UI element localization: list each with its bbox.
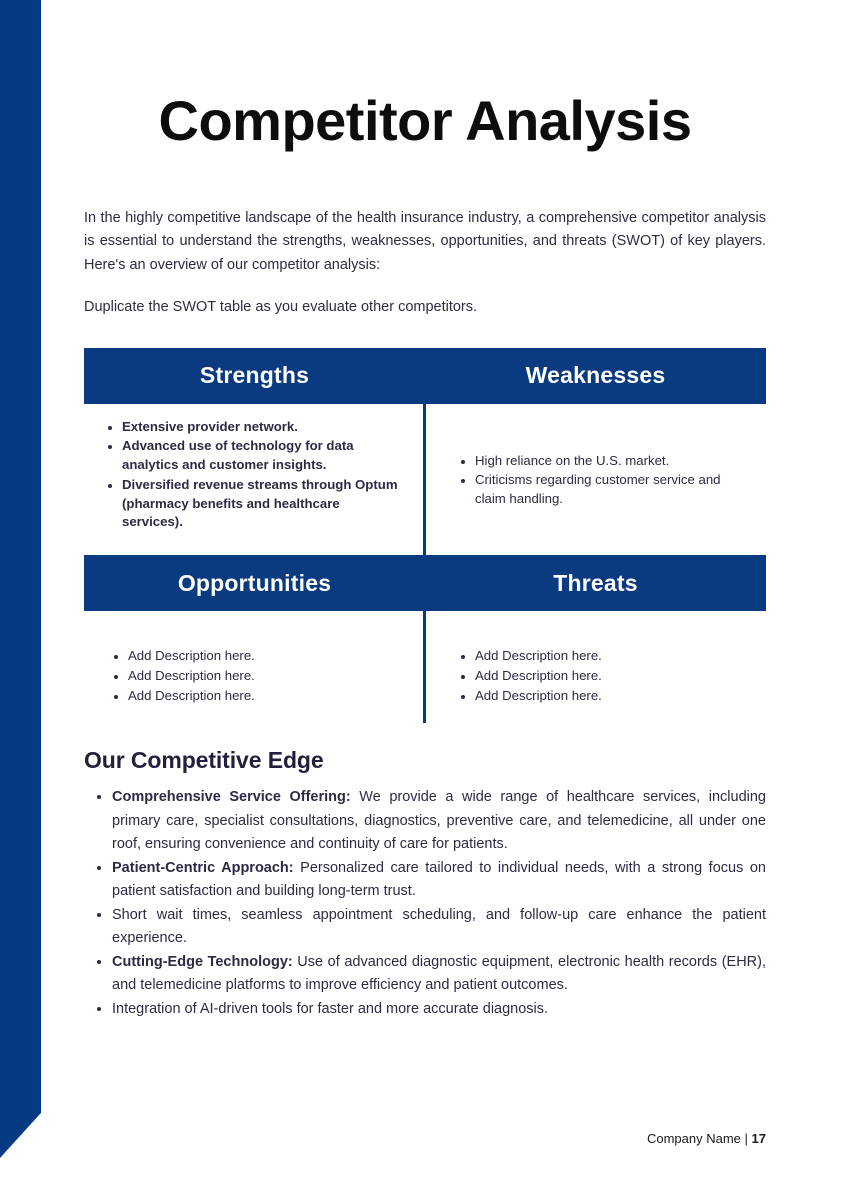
swot-body-row-1 <box>84 404 766 547</box>
swot-cell-strengths <box>84 404 425 547</box>
list-item: • Add Description here. <box>475 647 746 666</box>
swot-header-weaknesses <box>425 348 766 404</box>
list-item: • Add Description here. <box>475 667 746 686</box>
swot-table <box>84 348 766 723</box>
list-item <box>112 786 766 856</box>
swot-header-row-1 <box>84 348 766 404</box>
list-item: • Criticisms regarding customer service and claim handling. <box>475 471 746 508</box>
swot-header-label: Strengths <box>199 362 310 389</box>
bullet-text: We provide a wide range of healthcare services, including primary care, specialist consultations, diagnostics, preventive care, and telemedicine, all under one roof, ensuring convenience and continuity of care for patients. <box>112 789 766 853</box>
bullet-text: Integration of AI-driven tools for faster and more accurate diagnosis. <box>112 1000 549 1017</box>
swot-cell-opportunities <box>84 611 425 723</box>
list-item <box>112 857 766 904</box>
footer-company-name: Company Name <box>646 1131 741 1146</box>
list-item: • High reliance on the U.S. market. <box>475 452 746 471</box>
swot-column-divider <box>423 547 426 555</box>
left-accent-bar <box>0 0 41 1158</box>
list-item: • Extensive provider network. <box>122 418 399 437</box>
bullet-lead: Cutting-Edge Technology: <box>112 953 293 970</box>
swot-header-label: Threats <box>553 569 638 596</box>
swot-body-row-2 <box>84 611 766 723</box>
list-item: • Add Description here. <box>128 667 399 686</box>
bullet-lead: Patient-Centric Approach: <box>112 859 294 876</box>
swot-list-opportunities <box>102 647 399 705</box>
bullet-text: Short wait times, seamless appointment scheduling, and follow-up care enhance the patient experience. <box>112 906 766 947</box>
bullet-lead: Comprehensive Service Offering: <box>112 789 351 806</box>
list-item <box>112 904 766 951</box>
swot-cell-threats <box>425 611 766 723</box>
list-item <box>112 951 766 998</box>
sub-note: Duplicate the SWOT table as you evaluate other competitors. <box>84 299 478 316</box>
footer-separator: | <box>744 1131 748 1146</box>
swot-column-divider <box>423 404 426 547</box>
swot-list-strengths <box>102 418 399 532</box>
page-content <box>84 0 766 1021</box>
section-heading-competitive-edge: Our Competitive Edge <box>84 747 324 774</box>
footer-page-number: 17 <box>751 1131 766 1146</box>
bullet-text: Personalized care tailored to individual needs, with a strong focus on patient satisfaction and building long-term trust. <box>112 859 766 900</box>
page-footer <box>647 1131 766 1146</box>
list-item <box>112 998 766 1021</box>
swot-header-label: Opportunities <box>177 569 332 596</box>
swot-list-threats <box>455 647 746 705</box>
page-title: Competitor Analysis <box>158 89 692 152</box>
list-item: • Diversified revenue streams through Optum (pharmacy benefits and healthcare services). <box>122 476 399 532</box>
intro-paragraph: In the highly competitive landscape of the health insurance industry, a comprehensive competitor analysis is essential to understand the strengths, weaknesses, opportunities, and threats (SWOT) of key players. Here's an overview of our competitor analysis: <box>84 209 766 273</box>
swot-header-threats <box>425 555 766 611</box>
swot-column-divider <box>423 348 426 404</box>
list-item: • Add Description here. <box>475 687 746 706</box>
swot-row-gap <box>84 547 766 555</box>
list-item: • Add Description here. <box>128 647 399 666</box>
swot-list-weaknesses <box>455 452 746 509</box>
swot-cell-weaknesses <box>425 404 766 547</box>
swot-header-label: Weaknesses <box>525 362 666 389</box>
list-item: • Add Description here. <box>128 687 399 706</box>
list-item: • Advanced use of technology for data analytics and customer insights. <box>122 437 399 474</box>
swot-header-row-2 <box>84 555 766 611</box>
swot-header-opportunities <box>84 555 425 611</box>
swot-column-divider <box>423 611 426 723</box>
competitive-edge-list <box>84 774 766 1021</box>
bullet-text: Use of advanced diagnostic equipment, electronic health records (EHR), and telemedicine platforms to improve efficiency and patient outcomes. <box>112 953 766 994</box>
swot-column-divider <box>423 555 426 611</box>
swot-header-strengths <box>84 348 425 404</box>
